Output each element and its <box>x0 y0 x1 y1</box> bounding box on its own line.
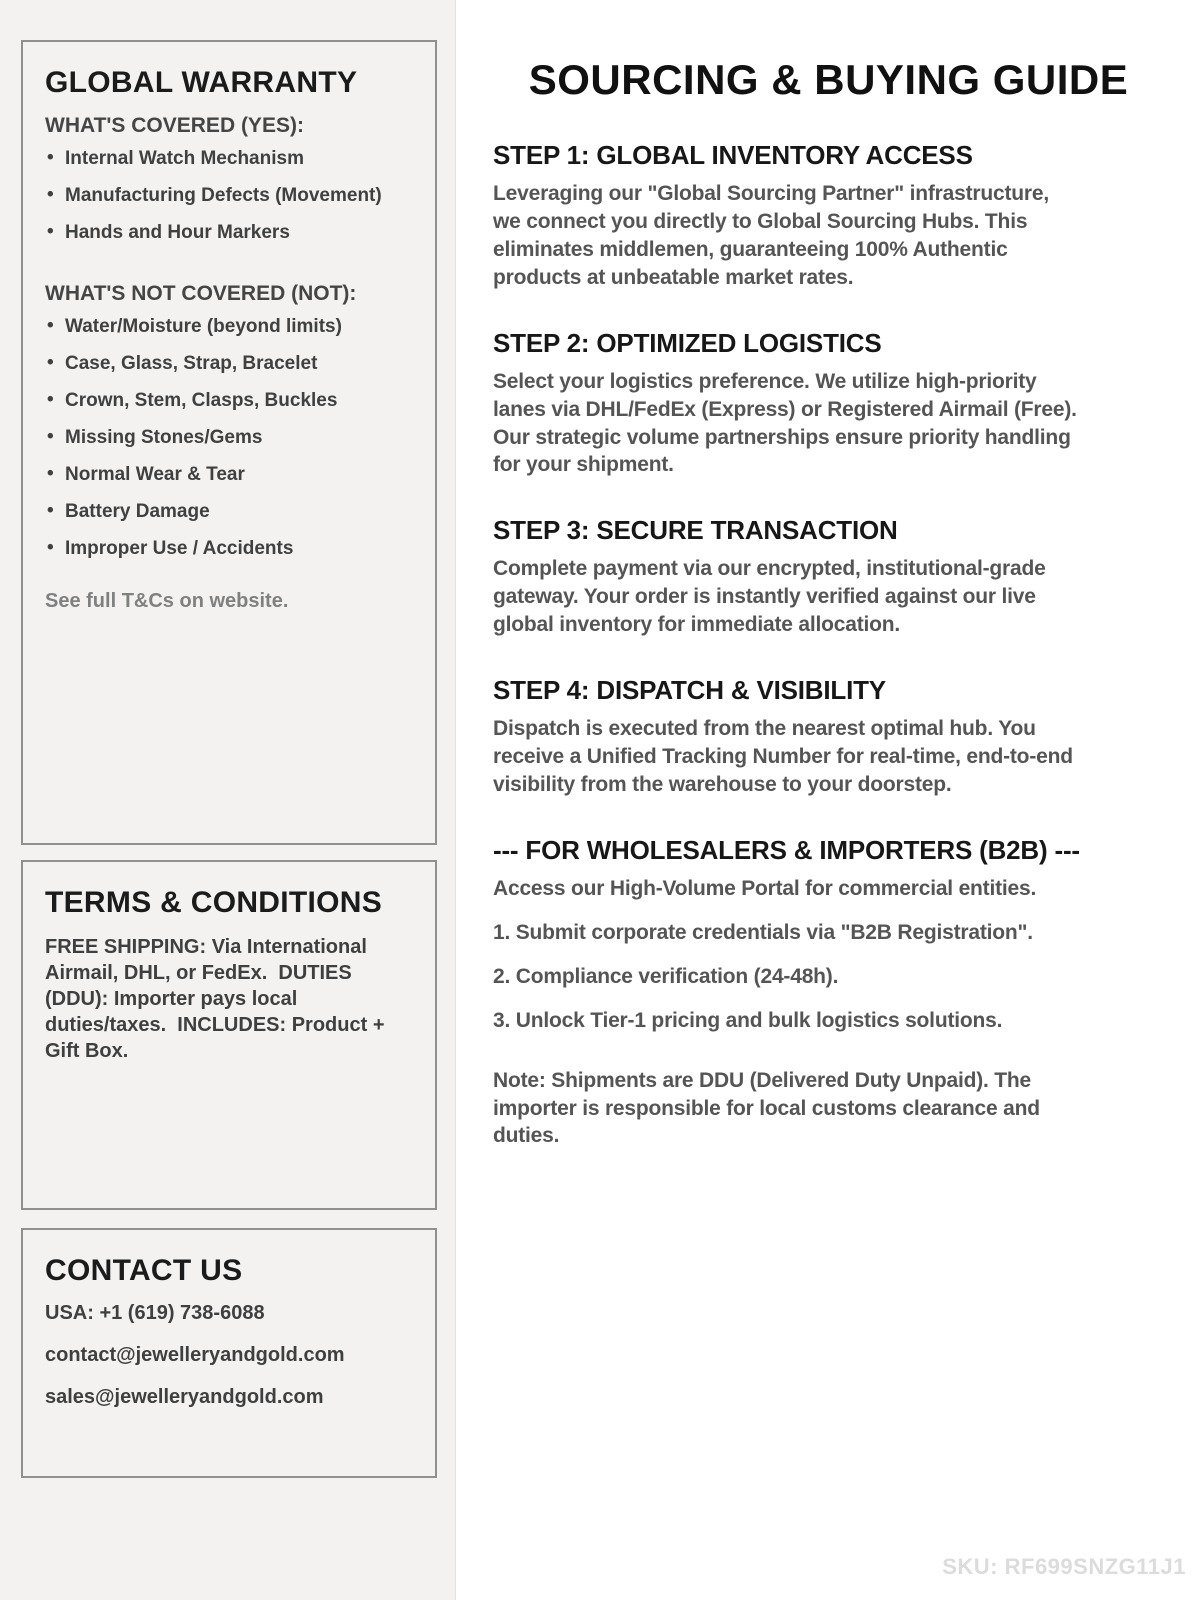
list-item: • Water/Moisture (beyond limits) <box>45 316 413 338</box>
warranty-title: GLOBAL WARRANTY <box>45 66 358 99</box>
terms-title: TERMS & CONDITIONS <box>45 886 383 919</box>
b2b-item: 3. Unlock Tier-1 pricing and bulk logistics solutions. <box>493 1008 1003 1032</box>
list-item: • Improper Use / Accidents <box>45 538 413 560</box>
list-item: • Internal Watch Mechanism <box>45 148 413 170</box>
b2b-heading: --- FOR WHOLESALERS & IMPORTERS (B2B) --- <box>493 834 1080 865</box>
global-warranty-panel <box>21 40 437 845</box>
step-4-body: Dispatch is executed from the nearest optimal hub. You receive a Unified Tracking Number for real-time, end-to-end visibility from the warehouse to your doorstep. <box>493 717 1073 796</box>
list-item: • Normal Wear & Tear <box>45 464 413 486</box>
step-1-body: Leveraging our "Global Sourcing Partner" infrastructure, we connect you directly to Global Sourcing Hubs. This eliminates middlemen, guaranteeing 100% Authentic products at unbeatable market rates. <box>493 182 1049 289</box>
terms-body: FREE SHIPPING: Via International Airmail, DHL, or FedEx. DUTIES (DDU): Importer pays local duties/taxes. INCLUDES: Product + Gift Box. <box>45 936 391 1062</box>
main-content <box>457 0 1200 1166</box>
list-item: • Manufacturing Defects (Movement) <box>45 185 413 207</box>
step-4-heading: STEP 4: DISPATCH & VISIBILITY <box>493 675 886 706</box>
contact-title: CONTACT US <box>45 1254 243 1287</box>
list-item: • Crown, Stem, Clasps, Buckles <box>45 390 413 412</box>
covered-heading: WHAT'S COVERED (YES): <box>45 114 304 137</box>
not-covered-list <box>45 316 413 560</box>
contact-email: contact@jewelleryandgold.com <box>45 1344 345 1366</box>
sku-label: SKU: RF699SNZG11J1 <box>942 1554 1186 1579</box>
covered-list <box>45 148 413 244</box>
step-2-heading: STEP 2: OPTIMIZED LOGISTICS <box>493 327 882 358</box>
warranty-footnote: See full T&Cs on website. <box>45 590 289 612</box>
not-covered-heading: WHAT'S NOT COVERED (NOT): <box>45 282 357 305</box>
terms-panel <box>21 860 437 1210</box>
step-3-section <box>493 515 1164 639</box>
contact-phone: USA: +1 (619) 738-6088 <box>45 1302 265 1324</box>
b2b-item: 1. Submit corporate credentials via "B2B Registration". <box>493 920 1033 944</box>
step-2-section <box>493 328 1164 480</box>
step-2-body: Select your logistics preference. We utilize high-priority lanes via DHL/FedEx (Express) or Registered Airmail (Free). Our strategic volume partnerships ensure priority handling for your shipment. <box>493 369 1077 477</box>
step-4-section <box>493 675 1164 799</box>
list-item: • Case, Glass, Strap, Bracelet <box>45 353 413 375</box>
list-item: • Battery Damage <box>45 501 413 523</box>
step-1-section <box>493 140 1164 292</box>
contact-panel <box>21 1228 437 1478</box>
b2b-note: Note: Shipments are DDU (Delivered Duty Unpaid). The importer is responsible for local customs clearance and duties. <box>493 1068 1040 1148</box>
step-3-body: Complete payment via our encrypted, institutional-grade gateway. Your order is instantly verified against our live global inventory for immediate allocation. <box>493 557 1046 637</box>
list-item: • Hands and Hour Markers <box>45 222 413 244</box>
contact-sales-email: sales@jewelleryandgold.com <box>45 1386 324 1408</box>
sidebar <box>0 0 456 1600</box>
step-1-heading: STEP 1: GLOBAL INVENTORY ACCESS <box>493 140 973 170</box>
b2b-intro: Access our High-Volume Portal for commercial entities. <box>493 876 1037 900</box>
page-title: SOURCING & BUYING GUIDE <box>528 56 1129 103</box>
b2b-item: 2. Compliance verification (24-48h). <box>493 964 839 988</box>
step-3-heading: STEP 3: SECURE TRANSACTION <box>493 515 898 546</box>
list-item: • Missing Stones/Gems <box>45 427 413 449</box>
b2b-section <box>493 835 1164 1150</box>
